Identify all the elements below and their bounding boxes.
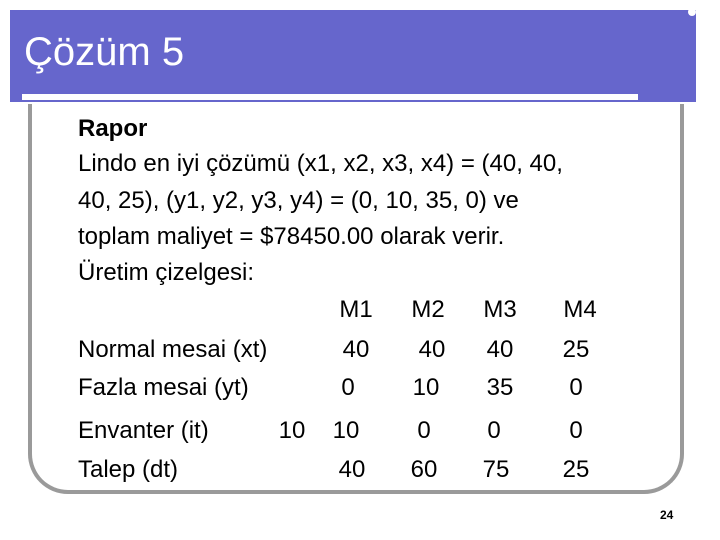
- table-cell: 0: [569, 374, 583, 401]
- table-cell: 60: [410, 456, 438, 483]
- table-cell-initial-inventory: 10: [278, 417, 306, 444]
- row-label-overtime: Fazla mesai (yt): [78, 374, 249, 401]
- table-cell: 0: [569, 417, 583, 444]
- table-cell: 25: [562, 336, 590, 363]
- table-cell: 35: [486, 374, 514, 401]
- column-header-m1: M1: [339, 296, 373, 323]
- table-cell: 0: [487, 417, 501, 444]
- paragraph-line-2: 40, 25), (y1, y2, y3, y4) = (0, 10, 35, 0) ve: [78, 187, 519, 214]
- table-cell: 40: [486, 336, 514, 363]
- slide-title: Çözüm 5: [24, 30, 185, 74]
- row-label-inventory: Envanter (it): [78, 417, 209, 444]
- table-cell: 40: [418, 336, 446, 363]
- paragraph-line-3: toplam maliyet = $78450.00 olarak verir.: [78, 223, 505, 250]
- table-cell: 25: [562, 456, 590, 483]
- table-cell: 75: [482, 456, 510, 483]
- table-cell: 10: [332, 417, 360, 444]
- column-header-m3: M3: [483, 296, 517, 323]
- table-cell: 40: [342, 336, 370, 363]
- page-number: 24: [660, 508, 674, 522]
- corner-dot: [688, 8, 696, 16]
- table-cell: 40: [338, 456, 366, 483]
- row-label-normal: Normal mesai (xt): [78, 336, 268, 363]
- paragraph-line-1: Lindo en iyi çözümü (x1, x2, x3, x4) = (40, 40,: [78, 150, 563, 177]
- section-heading: Rapor: [78, 115, 148, 142]
- row-label-demand: Talep (dt): [78, 456, 179, 483]
- table-cell: 0: [341, 374, 355, 401]
- column-header-m4: M4: [563, 296, 597, 323]
- paragraph-line-4: Üretim çizelgesi:: [78, 259, 255, 286]
- column-header-m2: M2: [411, 296, 445, 323]
- title-underline: [22, 94, 638, 100]
- table-cell: 10: [412, 374, 440, 401]
- table-cell: 0: [417, 417, 431, 444]
